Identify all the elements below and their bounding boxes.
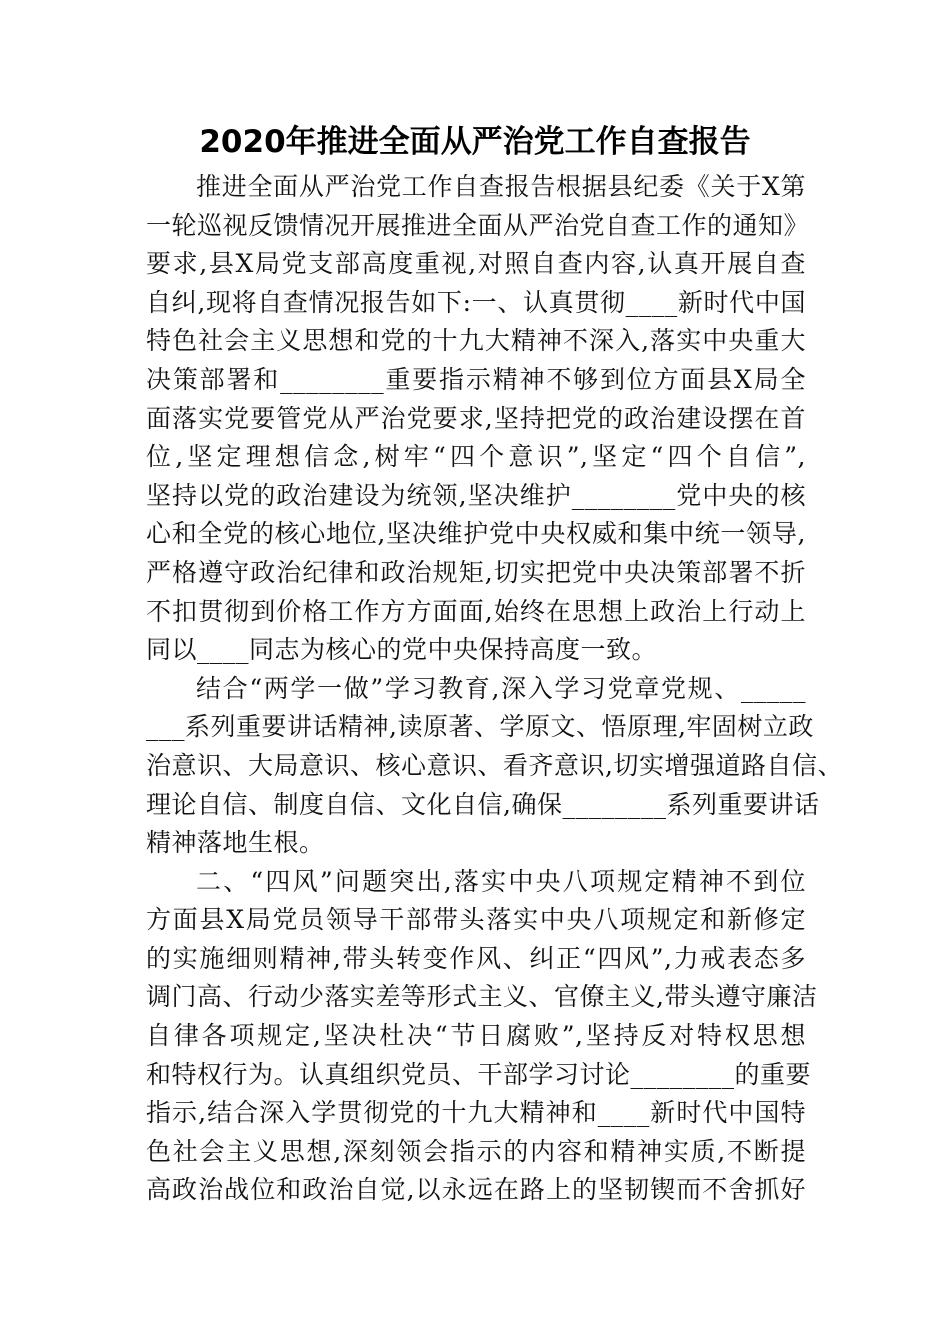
text-line: 要求,县X局党支部高度重视,对照自查内容,认真开展自查 bbox=[146, 249, 806, 279]
text-line: 结合“两学一做”学习教育,深入学习党章党规、_____ bbox=[196, 673, 806, 703]
text-line: 一轮巡视反馈情况开展推进全面从严治党自查工作的通知》 bbox=[146, 210, 810, 240]
text-line: 二、“四风”问题突出,落实中央八项规定精神不到位 bbox=[196, 866, 806, 896]
text-line: 高政治战位和政治自觉,以永远在路上的坚韧锲而不舍抓好 bbox=[146, 1175, 806, 1205]
text-line: 严格遵守政治纪律和政治规矩,切实把党中央决策部署不折 bbox=[146, 557, 806, 587]
text-line: 色社会主义思想,深刻领会指示的内容和精神实质,不断提 bbox=[146, 1136, 806, 1166]
text-line: 和特权行为。认真组织党员、干部学习讨论________的重要 bbox=[146, 1059, 812, 1089]
text-line: 不扣贯彻到价格工作方方面面,始终在思想上政治上行动上 bbox=[146, 596, 806, 626]
text-line: 的实施细则精神,带头转变作风、纠正“四风”,力戒表态多 bbox=[146, 943, 806, 973]
text-line: 自律各项规定,坚决杜决“节日腐败”,坚持反对特权思想 bbox=[146, 1021, 806, 1051]
text-line: ___系列重要讲话精神,读原著、学原文、悟原理,牢固树立政 bbox=[146, 712, 814, 742]
text-line: 精神落地生根。 bbox=[146, 828, 325, 858]
document-body bbox=[146, 168, 843, 1210]
text-line: 特色社会主义思想和党的十九大精神不深入,落实中央重大 bbox=[146, 326, 806, 356]
text-line: 治意识、大局意识、核心意识、看齐意识,切实增强道路自信、 bbox=[146, 750, 843, 780]
document-title: 2020年推进全面从严治党工作自查报告 bbox=[199, 124, 751, 160]
text-line: 自纠,现将自查情况报告如下:一、认真贯彻____新时代中国 bbox=[146, 287, 806, 317]
text-line: 位,坚定理想信念,树牢“四个意识”,坚定“四个自信”, bbox=[146, 442, 806, 472]
text-line: 面落实党要管党从严治党要求,坚持把党的政治建设摆在首 bbox=[146, 403, 806, 433]
text-line: 调门高、行动少落实差等形式主义、官僚主义,带头遵守廉洁 bbox=[146, 982, 818, 1012]
text-line: 决策部署和________重要指示精神不够到位方面县X局全 bbox=[146, 364, 806, 394]
text-line: 心和全党的核心地位,坚决维护党中央权威和集中统一领导, bbox=[146, 519, 806, 549]
text-line: 理论自信、制度自信、文化自信,确保________系列重要讲话 bbox=[146, 789, 820, 819]
text-line: 指示,结合深入学贯彻党的十九大精神和____新时代中国特 bbox=[146, 1098, 806, 1128]
text-line: 推进全面从严治党工作自查报告根据县纪委《关于X第 bbox=[196, 172, 806, 201]
text-line: 同以____同志为核心的党中央保持高度一致。 bbox=[146, 635, 658, 665]
text-line: 方面县X局党员领导干部带头落实中央八项规定和新修定 bbox=[146, 905, 806, 935]
text-line: 坚持以党的政治建设为统领,坚决维护________党中央的核 bbox=[146, 480, 806, 510]
